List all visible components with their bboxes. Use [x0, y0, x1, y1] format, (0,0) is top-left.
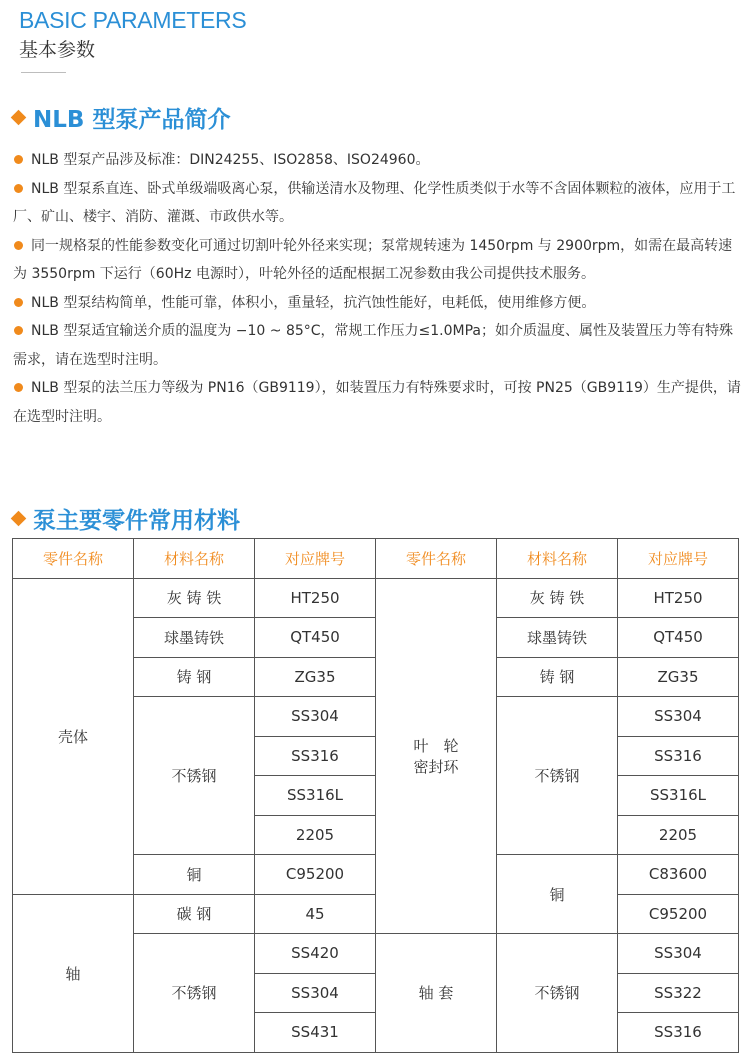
header-cell: 材料名称: [134, 539, 255, 579]
material-cell: 球墨铸铁: [497, 618, 618, 658]
materials-title-text: 泵主要零件常用材料: [33, 508, 240, 534]
grade-cell: HT250: [618, 578, 739, 618]
bullet-dot-icon: [14, 298, 23, 307]
grade-cell: 2205: [618, 815, 739, 855]
part-sleeve: 轴 套: [376, 934, 497, 1053]
header-cell: 零件名称: [13, 539, 134, 579]
material-cell: 不锈钢: [134, 934, 255, 1053]
grade-cell: SS431: [255, 1013, 376, 1053]
materials-section-title: [10, 502, 240, 535]
material-cell: 铜: [134, 855, 255, 895]
bullet-dot-icon: [14, 155, 23, 164]
bullet-dot-icon: [14, 241, 23, 250]
material-cell: 不锈钢: [497, 697, 618, 855]
table-header-row: [13, 539, 739, 579]
list-item: NLB 型泵系直连、卧式单级端吸离心泵，供输送清水及物理、化学性质类似于水等不含固体颗粒的液体，应用于工厂、矿山、楼宇、消防、灌溉、市政供水等。: [13, 180, 736, 225]
list-item: NLB 型泵的法兰压力等级为 PN16（GB9119），如装置压力有特殊要求时，可按 PN25（GB9119）生产提供，请在选型时注明。: [13, 380, 741, 425]
material-cell: 灰 铸 铁: [134, 578, 255, 618]
material-cell: 灰 铸 铁: [497, 578, 618, 618]
header-cell: 对应牌号: [618, 539, 739, 579]
grade-cell: SS316L: [255, 776, 376, 816]
header-title-en: BASIC PARAMETERS: [19, 7, 247, 33]
grade-cell: SS304: [255, 697, 376, 737]
grade-cell: ZG35: [618, 657, 739, 697]
grade-cell: C83600: [618, 855, 739, 895]
list-item: NLB 型泵结构简单，性能可靠，体积小，重量轻，抗汽蚀性能好，电耗低，使用维修方便。: [13, 289, 743, 318]
header-divider: [21, 72, 66, 73]
bullet-dot-icon: [14, 184, 23, 193]
table-row: [13, 578, 739, 618]
material-cell: 不锈钢: [497, 934, 618, 1053]
grade-cell: SS322: [618, 973, 739, 1013]
grade-cell: ZG35: [255, 657, 376, 697]
grade-cell: SS304: [255, 973, 376, 1013]
grade-cell: HT250: [255, 578, 376, 618]
material-cell: 铸 钢: [134, 657, 255, 697]
material-cell: 不锈钢: [134, 697, 255, 855]
material-cell: 铸 钢: [497, 657, 618, 697]
grade-cell: SS316: [255, 736, 376, 776]
intro-section-title: [10, 101, 230, 134]
header-cell: 对应牌号: [255, 539, 376, 579]
materials-table: [12, 538, 739, 1053]
intro-title-text: NLB 型泵产品简介: [33, 107, 231, 133]
grade-cell: SS304: [618, 697, 739, 737]
header-cell: 材料名称: [497, 539, 618, 579]
grade-cell: SS316: [618, 1013, 739, 1053]
part-shaft: 轴: [13, 894, 134, 1052]
header-title-cn: 基本参数: [19, 39, 96, 61]
material-cell: 铜: [497, 855, 618, 934]
part-casing: 壳体: [13, 578, 134, 894]
header-cell: 零件名称: [376, 539, 497, 579]
grade-cell: 45: [255, 894, 376, 934]
list-item: 同一规格泵的性能参数变化可通过切割叶轮外径来实现；泵常规转速为 1450rpm 与 2900rpm，如需在最高转速为 3550rpm 下运行（60Hz 电源时），叶轮外径的适配根据工况参数由我公司提供技术服务。: [13, 237, 733, 282]
bullet-dot-icon: [14, 383, 23, 392]
material-cell: 碳 钢: [134, 894, 255, 934]
grade-cell: SS316L: [618, 776, 739, 816]
intro-list: [13, 146, 743, 431]
part-impeller-ring: 叶 轮 密封环: [376, 578, 497, 934]
grade-cell: QT450: [255, 618, 376, 658]
diamond-icon: [11, 511, 27, 527]
list-item: NLB 型泵适宜输送介质的温度为 −10 ~ 85°C，常规工作压力≤1.0MPa；如介质温度、属性及装置压力等有特殊需求，请在选型时注明。: [13, 323, 734, 368]
grade-cell: SS420: [255, 934, 376, 974]
list-item: NLB 型泵产品涉及标准：DIN24255、ISO2858、ISO24960。: [13, 146, 743, 175]
grade-cell: 2205: [255, 815, 376, 855]
bullet-dot-icon: [14, 326, 23, 335]
grade-cell: C95200: [255, 855, 376, 895]
grade-cell: SS316: [618, 736, 739, 776]
grade-cell: SS304: [618, 934, 739, 974]
diamond-icon: [11, 110, 27, 126]
grade-cell: QT450: [618, 618, 739, 658]
grade-cell: C95200: [618, 894, 739, 934]
material-cell: 球墨铸铁: [134, 618, 255, 658]
